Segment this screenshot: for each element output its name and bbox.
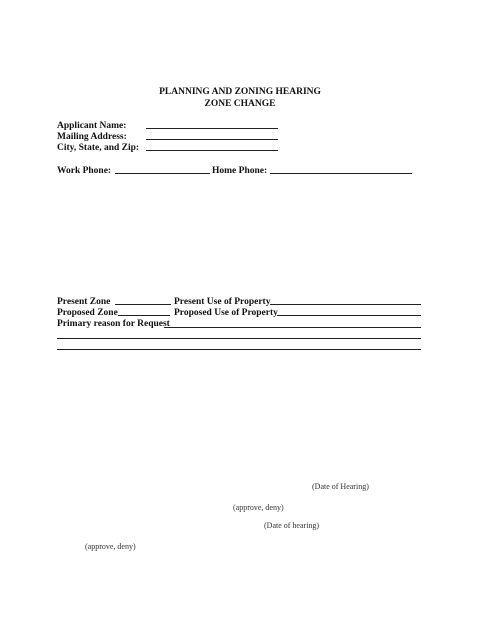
reason-continuation-line[interactable] <box>57 338 421 339</box>
work-phone-label: Work Phone: <box>57 166 112 176</box>
primary-reason-field[interactable] <box>164 327 421 328</box>
approve-deny-caption: (approve, deny) <box>85 542 136 551</box>
work-phone-field[interactable] <box>115 173 210 174</box>
date-of-hearing-caption: (Date of hearing) <box>264 521 320 530</box>
city-state-zip-label: City, State, and Zip: <box>57 143 140 153</box>
primary-reason-label: Primary reason for Request <box>57 319 170 329</box>
proposed-zone-field[interactable] <box>118 315 170 316</box>
form-subtitle: ZONE CHANGE <box>204 99 276 109</box>
present-use-field[interactable] <box>270 304 421 305</box>
proposed-use-field[interactable] <box>277 315 421 316</box>
present-zone-field[interactable] <box>115 304 171 305</box>
present-use-label: Present Use of Property <box>174 297 271 307</box>
applicant-name-label: Applicant Name: <box>57 121 127 131</box>
home-phone-field[interactable] <box>270 173 412 174</box>
form-title: PLANNING AND ZONING HEARING <box>159 87 321 97</box>
mailing-address-field[interactable] <box>146 139 278 140</box>
approve-deny-caption: (approve, deny) <box>233 503 284 512</box>
reason-continuation-line[interactable] <box>57 349 421 350</box>
city-state-zip-field[interactable] <box>146 150 278 151</box>
proposed-zone-label: Proposed Zone <box>57 308 118 318</box>
mailing-address-label: Mailing Address: <box>57 132 127 142</box>
home-phone-label: Home Phone: <box>212 166 268 176</box>
date-of-hearing-caption: (Date of Hearing) <box>312 482 369 491</box>
present-zone-label: Present Zone <box>57 297 111 307</box>
applicant-name-field[interactable] <box>146 128 278 129</box>
proposed-use-label: Proposed Use of Property <box>174 308 278 318</box>
